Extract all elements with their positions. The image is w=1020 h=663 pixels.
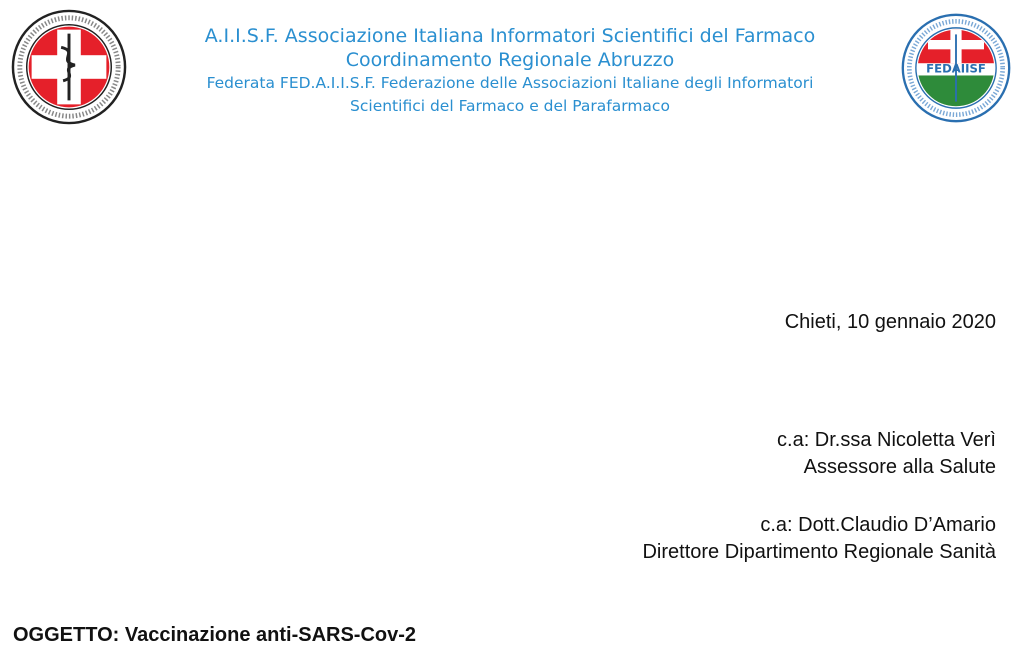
header-line-1: A.I.I.S.F. Associazione Italiana Informatori Scientifici del Farmaco bbox=[204, 25, 816, 47]
recipient-2-name: c.a: Dott.Claudio D’Amario bbox=[760, 514, 996, 536]
header-line-4: Scientifici del Farmaco e del Parafarmaco bbox=[350, 97, 670, 115]
header-line-2: Coordinamento Regionale Abruzzo bbox=[345, 49, 675, 71]
fedaiisf-logo-icon bbox=[900, 12, 1012, 124]
recipient-2-role: Direttore Dipartimento Regionale Sanità bbox=[642, 541, 996, 563]
recipient-1-role: Assessore alla Salute bbox=[803, 456, 996, 478]
letter-subject: OGGETTO: Vaccinazione anti-SARS-Cov-2 bbox=[13, 624, 417, 646]
header-line-3: Federata FED.A.I.I.S.F. Federazione delle Associazioni Italiane degli Informatori bbox=[206, 74, 814, 92]
fedaiisf-logo-label: FEDAIISF bbox=[926, 61, 986, 76]
recipient-block-1 bbox=[777, 427, 996, 481]
recipient-block-2 bbox=[642, 512, 996, 566]
recipient-1-name: c.a: Dr.ssa Nicoletta Verì bbox=[777, 429, 996, 451]
letter-date: Chieti, 10 gennaio 2020 bbox=[784, 311, 996, 333]
aiisf-logo-icon bbox=[10, 8, 128, 126]
letterhead bbox=[140, 24, 880, 118]
